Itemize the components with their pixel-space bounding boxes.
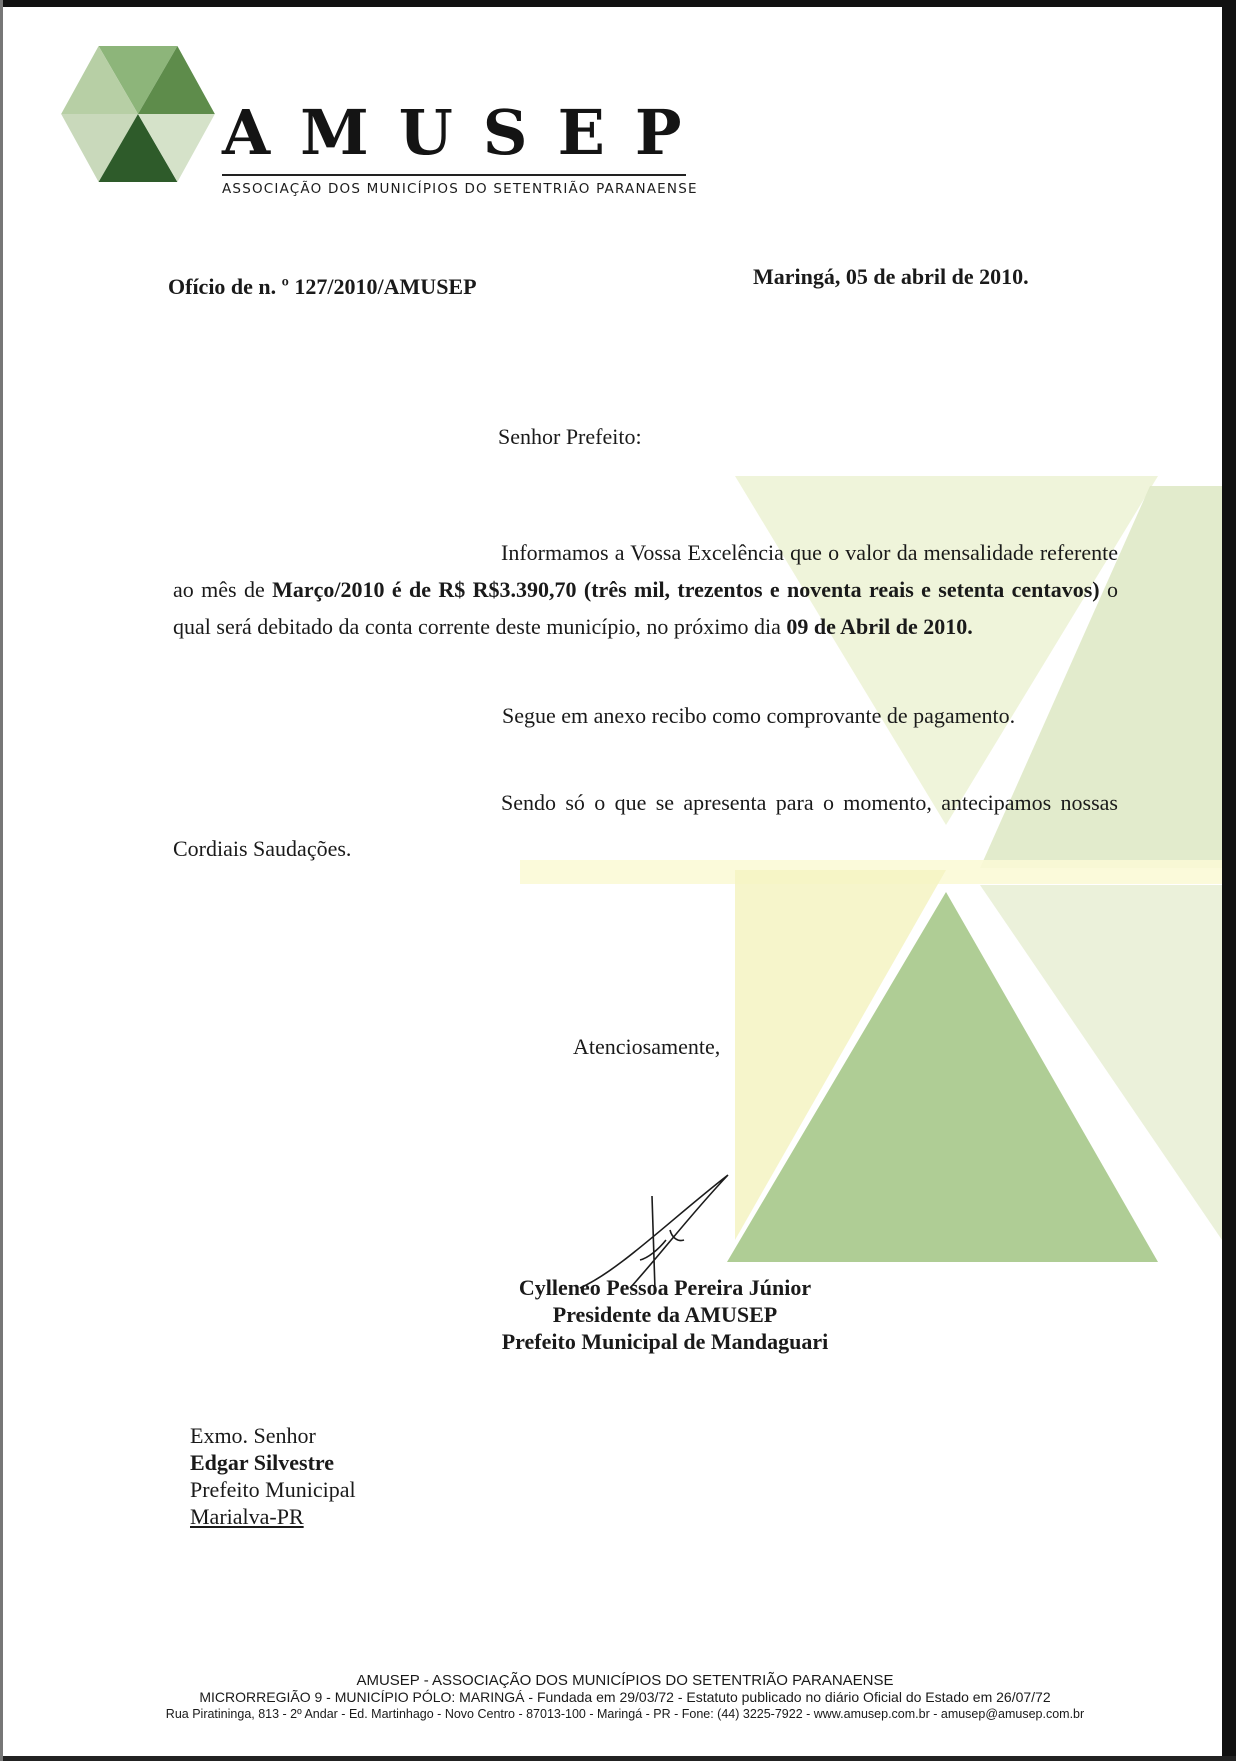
paragraph-text: o qual será debitado da conta corrente deste município, no próximo dia xyxy=(173,577,1119,639)
letterhead-footer xyxy=(60,1672,1190,1723)
paragraph-payment-info xyxy=(173,534,1118,645)
signer-block xyxy=(470,1274,860,1355)
recipient-position: Prefeito Municipal xyxy=(190,1477,356,1502)
logo-wordmark: AMUSEP xyxy=(222,96,712,169)
scan-border-bottom xyxy=(0,1756,1236,1761)
paragraph-attachment: Segue em anexo recibo como comprovante de pagamento. xyxy=(502,703,1016,728)
scan-border-top xyxy=(0,0,1236,7)
footer-line-2: MICRORREGIÃO 9 - MUNICÍPIO PÓLO: MARINGÁ - Fundada em 29/03/72 - Estatuto publicado no diário Oficial do Estado em 26/07/72 xyxy=(199,1689,1051,1705)
recipient-name: Edgar Silvestre xyxy=(190,1450,335,1475)
amount-text: Março/2010 é de R$ R$3.390,70 (três mil, trezentos e noventa reais e setenta centavos) xyxy=(272,577,1100,602)
scan-border-right xyxy=(1222,0,1236,1761)
footer-line-1: AMUSEP - ASSOCIAÇÃO DOS MUNICÍPIOS DO SETENTRIÃO PARANAENSE xyxy=(356,1672,894,1689)
document-date: Maringá, 05 de abril de 2010. xyxy=(753,264,1029,289)
salutation: Senhor Prefeito: xyxy=(498,424,642,449)
scan-border-left xyxy=(0,0,3,1761)
signer-office: Prefeito Municipal de Mandaguari xyxy=(501,1329,829,1354)
logo-subtitle: ASSOCIAÇÃO DOS MUNICÍPIOS DO SETENTRIÃO PARANAENSE xyxy=(222,181,698,197)
signer-name: Cylleneo Pessoa Pereira Júnior xyxy=(518,1275,812,1300)
paragraph-text: Informamos a Vossa Excelência que o valor da mensalidade referente ao mês de xyxy=(173,540,1118,602)
signer-role: Presidente da AMUSEP xyxy=(552,1302,778,1327)
closing: Atenciosamente, xyxy=(573,1034,721,1059)
logo-divider xyxy=(222,174,686,176)
debit-date-text: 09 de Abril de 2010. xyxy=(786,614,973,639)
footer-line-3: Rua Piratininga, 813 - 2º Andar - Ed. Martinhago - Novo Centro - 87013-100 - Maringá - PR - Fone: (44) 3225-7922 - www.amusep.com.br - amusep@amusep.com.br xyxy=(165,1707,1085,1721)
recipient-title: Exmo. Senhor xyxy=(190,1423,316,1448)
recipient-city: Marialva-PR xyxy=(190,1504,304,1529)
recipient-block xyxy=(190,1422,356,1530)
document-reference: Ofício de n. º 127/2010/AMUSEP xyxy=(168,274,477,299)
amusep-logo-icon xyxy=(58,42,218,192)
paragraph-greetings: Sendo só o que se apresenta para o momento, antecipamos nossas Cordiais Saudações. xyxy=(173,790,1118,861)
